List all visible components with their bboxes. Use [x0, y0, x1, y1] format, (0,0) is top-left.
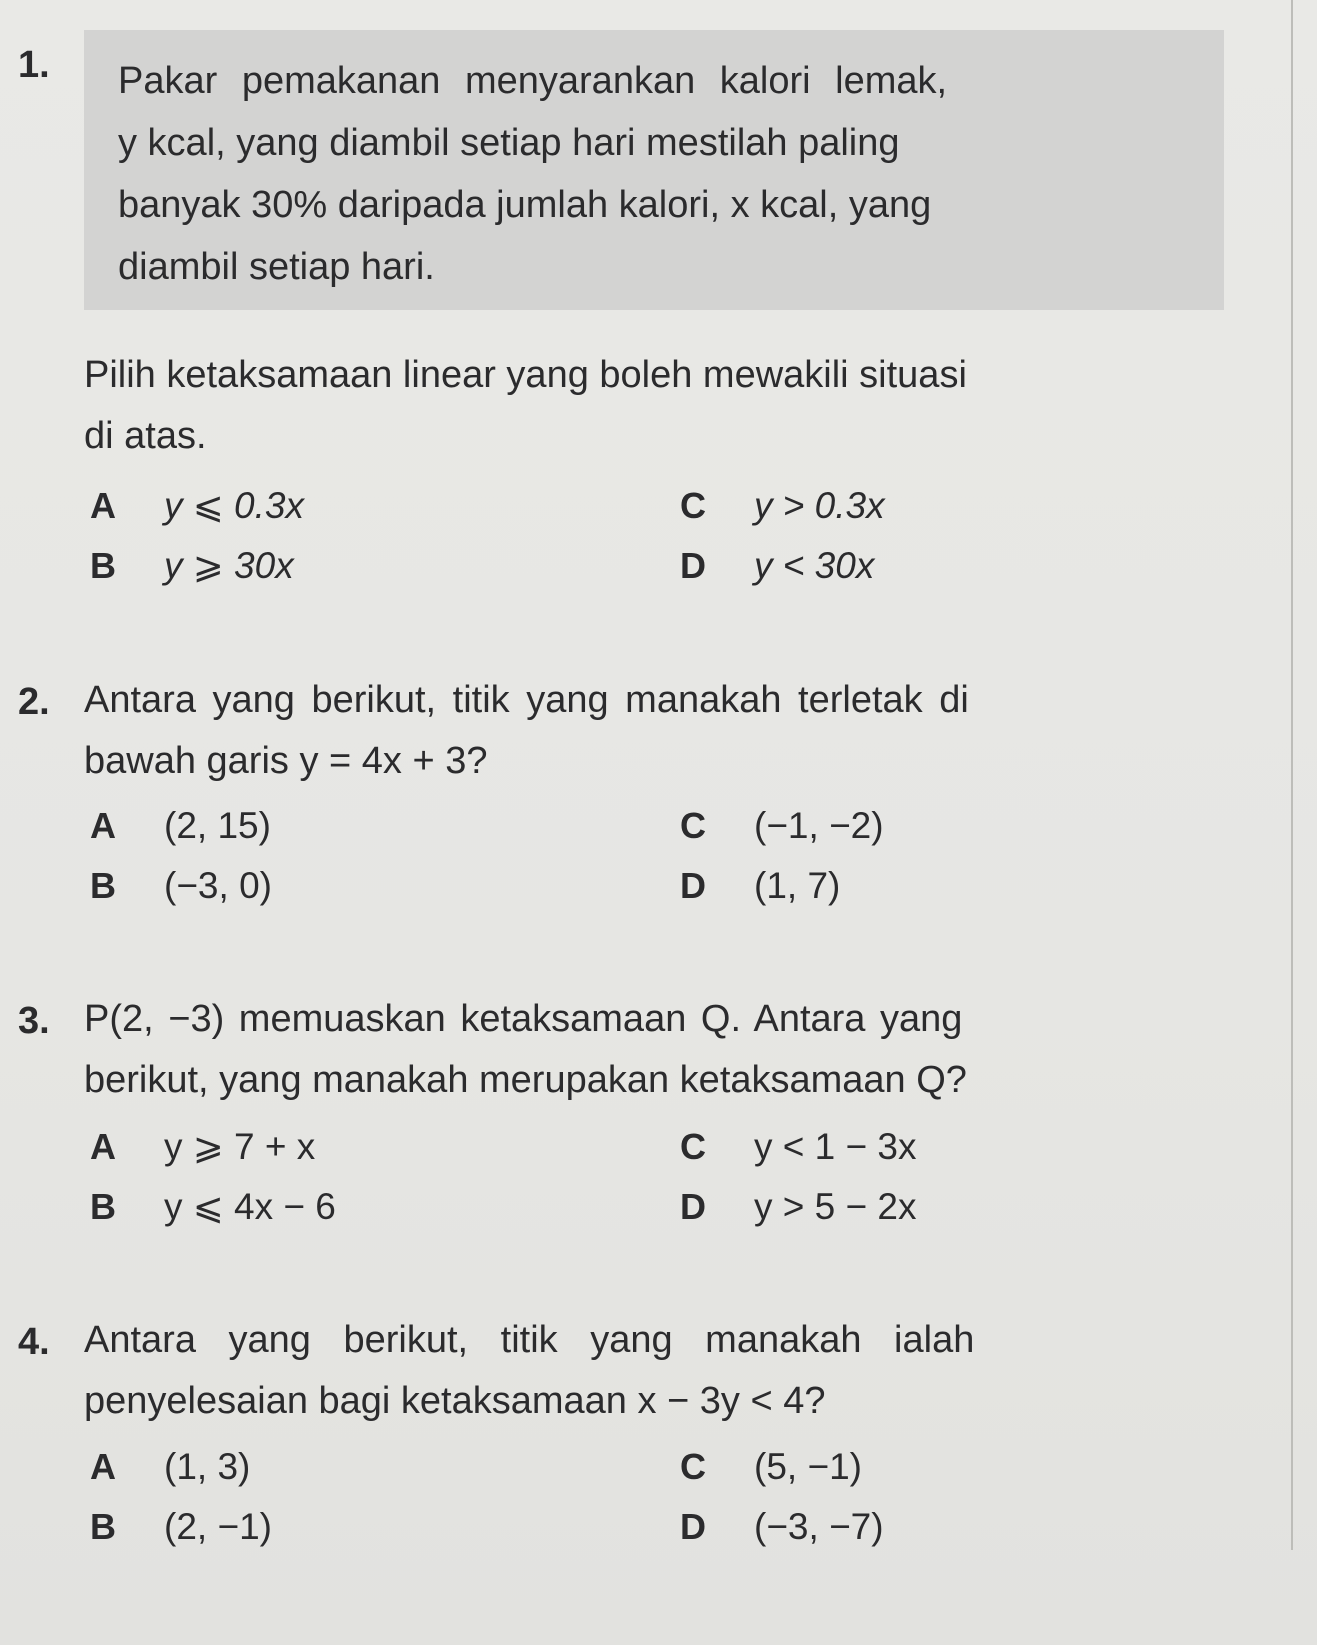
q3-option-a[interactable] — [90, 1128, 315, 1165]
option-text: y ⩾ 30x — [164, 545, 294, 586]
option-text: (1, 7) — [754, 865, 841, 906]
question-3-stem — [84, 989, 967, 1111]
q1-option-c[interactable] — [680, 487, 885, 524]
question-2-stem-line-2: bawah garis y = 4x + 3? — [84, 740, 488, 782]
question-1-stem-line-2: di atas. — [84, 415, 207, 457]
option-letter: B — [90, 865, 116, 906]
q2-option-b[interactable] — [90, 867, 272, 904]
question-1-stem — [84, 345, 967, 467]
question-4-stem-line-1: Antara yang berikut, titik yang manakah ialah — [84, 1319, 975, 1361]
option-text: (1, 3) — [164, 1446, 251, 1487]
question-2-stem — [84, 670, 969, 792]
option-letter: D — [680, 865, 706, 906]
question-2-number: 2. — [18, 681, 50, 723]
q3-option-c[interactable] — [680, 1128, 917, 1165]
option-text: (−3, −7) — [754, 1506, 884, 1547]
q2-option-a[interactable] — [90, 807, 271, 844]
q4-option-b[interactable] — [90, 1508, 272, 1545]
question-1-stem-line-1: Pilih ketaksamaan linear yang boleh mewakili situasi — [84, 354, 967, 396]
scenario-line-4: diambil setiap hari. — [118, 246, 435, 288]
option-letter: A — [90, 1446, 116, 1487]
option-letter: A — [90, 805, 116, 846]
q2-option-c[interactable] — [680, 807, 884, 844]
option-text: (2, 15) — [164, 805, 271, 846]
option-letter: C — [680, 1446, 706, 1487]
option-letter: A — [90, 485, 116, 526]
option-text: (5, −1) — [754, 1446, 862, 1487]
scenario-line-1: Pakar pemakanan menyarankan kalori lemak, — [118, 60, 948, 102]
option-letter: B — [90, 1186, 116, 1227]
option-text: y ⩾ 7 + x — [164, 1126, 316, 1167]
q1-option-a[interactable] — [90, 487, 304, 524]
q3-option-d[interactable] — [680, 1188, 917, 1225]
q4-option-d[interactable] — [680, 1508, 884, 1545]
question-4-stem — [84, 1310, 974, 1432]
option-text: (2, −1) — [164, 1506, 272, 1547]
option-letter: A — [90, 1126, 116, 1167]
option-text: y ⩽ 4x − 6 — [164, 1186, 336, 1227]
option-text: (−1, −2) — [754, 805, 884, 846]
option-letter: C — [680, 1126, 706, 1167]
question-4-number: 4. — [18, 1321, 50, 1363]
q4-option-c[interactable] — [680, 1448, 862, 1485]
option-letter: D — [680, 1186, 706, 1227]
option-text: y < 1 − 3x — [754, 1126, 917, 1167]
option-text: y ⩽ 0.3x — [164, 485, 304, 526]
option-letter: C — [680, 805, 706, 846]
q1-option-b[interactable] — [90, 547, 294, 584]
question-1-scenario-box — [84, 30, 1224, 310]
option-text: y > 0.3x — [754, 485, 885, 526]
q1-option-d[interactable] — [680, 547, 874, 584]
question-3-stem-line-1: P(2, −3) memuaskan ketaksamaan Q. Antara yang — [84, 998, 963, 1040]
question-4-stem-line-2: penyelesaian bagi ketaksamaan x − 3y < 4? — [84, 1380, 826, 1422]
question-3-number: 3. — [18, 1000, 50, 1042]
option-letter: D — [680, 1506, 706, 1547]
option-text: (−3, 0) — [164, 865, 272, 906]
page-edge-divider — [1291, 0, 1293, 1550]
option-text: y > 5 − 2x — [754, 1186, 917, 1227]
option-letter: B — [90, 1506, 116, 1547]
scenario-line-3: banyak 30% daripada jumlah kalori, x kcal, yang — [118, 184, 932, 226]
option-letter: C — [680, 485, 706, 526]
question-2-stem-line-1: Antara yang berikut, titik yang manakah terletak di — [84, 679, 969, 721]
scenario-line-2: y kcal, yang diambil setiap hari mestilah paling — [118, 122, 900, 164]
question-3-stem-line-2: berikut, yang manakah merupakan ketaksamaan Q? — [84, 1059, 967, 1101]
option-text: y < 30x — [754, 545, 875, 586]
q4-option-a[interactable] — [90, 1448, 250, 1485]
q2-option-d[interactable] — [680, 867, 840, 904]
option-letter: D — [680, 545, 706, 586]
q3-option-b[interactable] — [90, 1188, 336, 1225]
option-letter: B — [90, 545, 116, 586]
question-1-number: 1. — [18, 44, 50, 86]
